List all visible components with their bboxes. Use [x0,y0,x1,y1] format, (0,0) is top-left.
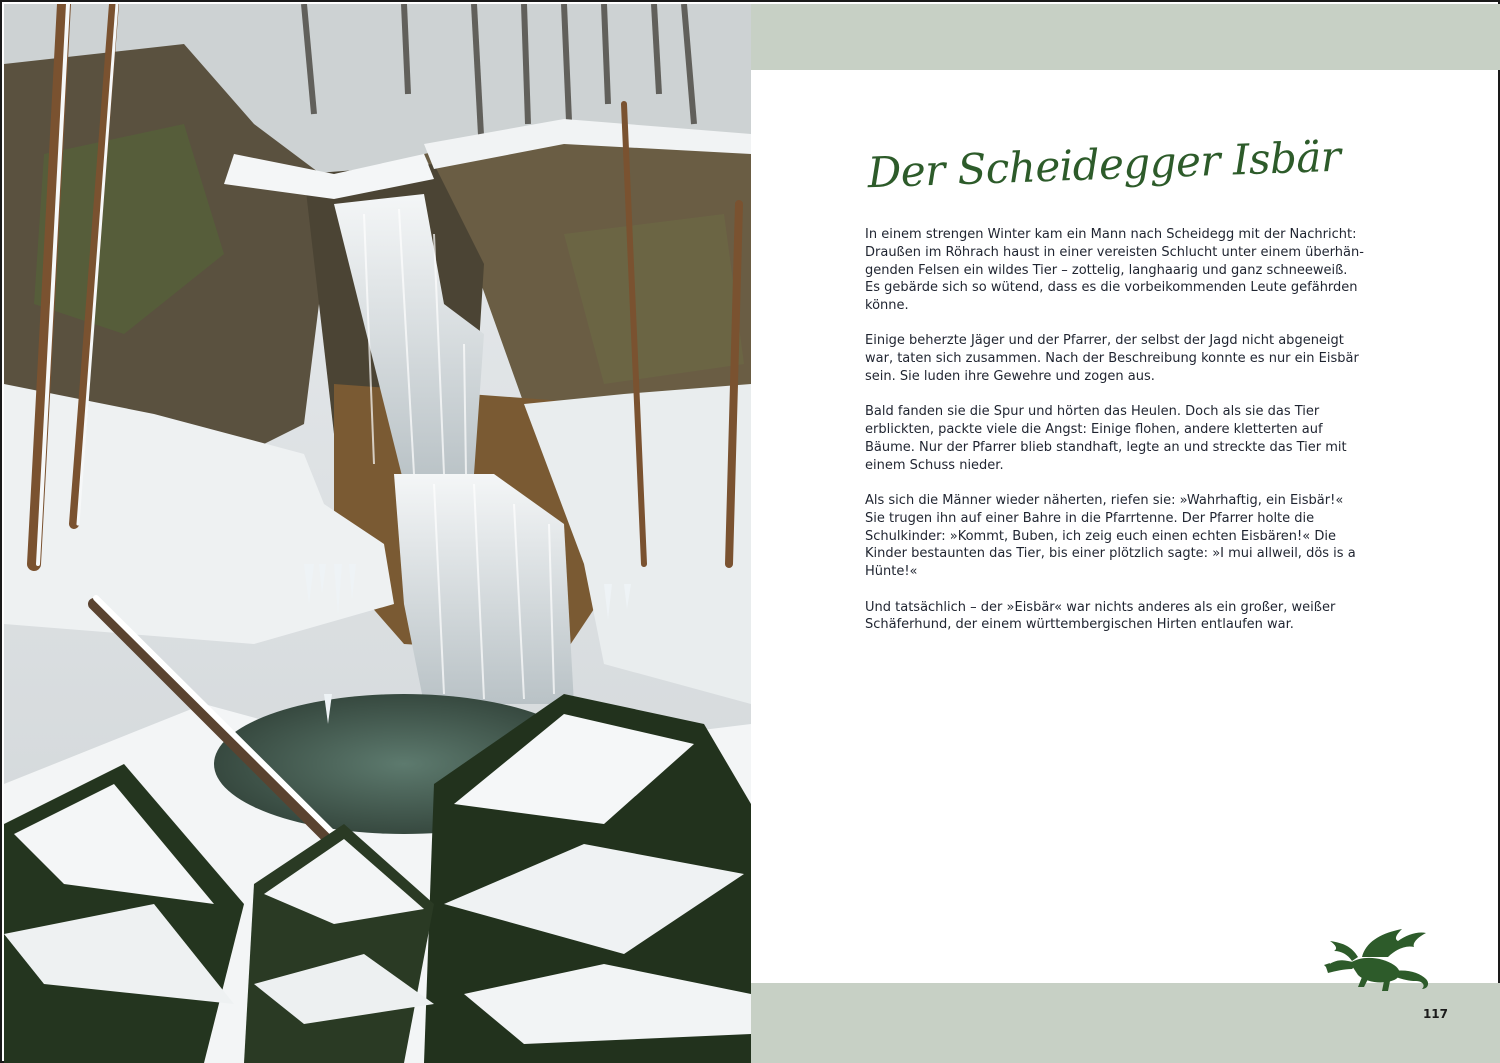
snowy-waterfall-photo [4,4,751,1063]
paragraph: Und tatsächlich – der »Eisbär« war nichts anderes als ein großer, weißer Schäferhund, der einem württembergischen Hirten entlaufen war. [865,599,1336,633]
story-text [865,226,1365,652]
story-title: Der Scheidegger Isbär [866,131,1342,198]
page-number: 117 [1422,1007,1448,1021]
paragraph: Als sich die Männer wieder näherten, riefen sie: »Wahrhaftig, ein Eisbär!« Sie trugen ihn auf einer Bahre in die Pfarrtenne. Der Pfarrer holte die Schulkinder: »Kommt, Buben, ich zeig euch einen echten Eisbären!« Die Kinder bestaunten das Tier, bis einer plötzlich sagte: »I mui allweil, dös is a Hünte!« [865,493,1356,580]
dragon-icon [1322,927,1434,1000]
top-band [751,4,1500,70]
paragraph: In einem strengen Winter kam ein Mann nach Scheidegg mit der Nachricht: Draußen im Röhrach haust in einer vereisten Schlucht unter einem überhän-genden Felsen ein wildes Tier – zottelig, langhaarig und ganz schneeweiß. Es gebärde sich so wütend, dass es die vorbeikommenden Leute gefährden könne. [865,227,1364,314]
paragraph: Bald fanden sie die Spur und hörten das Heulen. Doch als sie das Tier erblickten, packte viele die Angst: Einige flohen, andere kletterten auf Bäume. Nur der Pfarrer blieb standhaft, legte an und streckte das Tier mit einem Schuss nieder. [865,404,1347,473]
paragraph: Einige beherzte Jäger und der Pfarrer, der selbst der Jagd nicht abgeneigt war, taten sich zusammen. Nach der Beschreibung konnte es nur ein Eisbär sein. Sie luden ihre Gewehre und zogen aus. [865,333,1359,385]
